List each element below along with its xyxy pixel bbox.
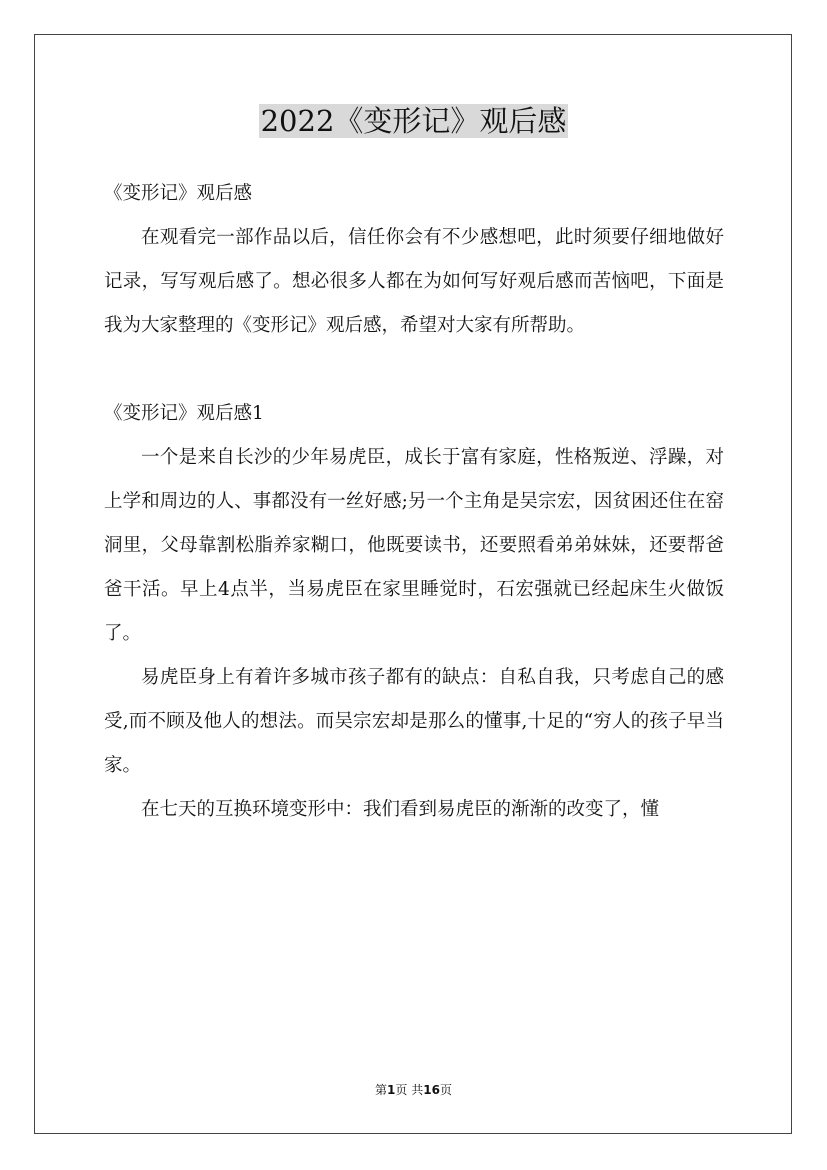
page-prefix: 第: [375, 1083, 388, 1097]
body-paragraph-1: 一个是来自长沙的少年易虎臣，成长于富有家庭，性格叛逆、浮躁，对上学和周边的人、事都没有一丝好感;另一个主角是吴宗宏，因贫困还住在窑洞里，父母靠割松脂养家糊口，他既要读书，还要照看弟弟妹妹，还要帮爸爸干活。早上4点半，当易虎臣在家里睡觉时，石宏强就已经起床生火做饭了。: [104, 447, 724, 644]
document-title-text: 2022《变形记》观后感: [260, 104, 567, 138]
page-footer: [0, 1080, 827, 1100]
page-total: 16: [423, 1083, 440, 1097]
section-heading: 《变形记》观后感1: [104, 403, 264, 424]
body-paragraph-3: 在七天的互换环境变形中：我们看到易虎臣的渐渐的改变了，懂: [141, 799, 660, 820]
intro-heading: 《变形记》观后感: [104, 183, 253, 204]
page-mid: 页 共: [395, 1083, 424, 1097]
blank-line: [104, 348, 724, 392]
document-body: [104, 172, 724, 832]
page-suffix: 页: [439, 1083, 452, 1097]
page-current: 1: [387, 1083, 396, 1097]
intro-paragraph: 在观看完一部作品以后，信任你会有不少感想吧，此时须要仔细地做好记录，写写观后感了。想必很多人都在为如何写好观后感而苦恼吧，下面是我为大家整理的《变形记》观后感，希望对大家有所帮助。: [104, 227, 724, 336]
body-paragraph-2: 易虎臣身上有着许多城市孩子都有的缺点：自私自我，只考虑自己的感受,而不顾及他人的想法。而吴宗宏却是那么的懂事,十足的“穷人的孩子早当家。: [104, 667, 724, 776]
document-title: [0, 100, 827, 142]
